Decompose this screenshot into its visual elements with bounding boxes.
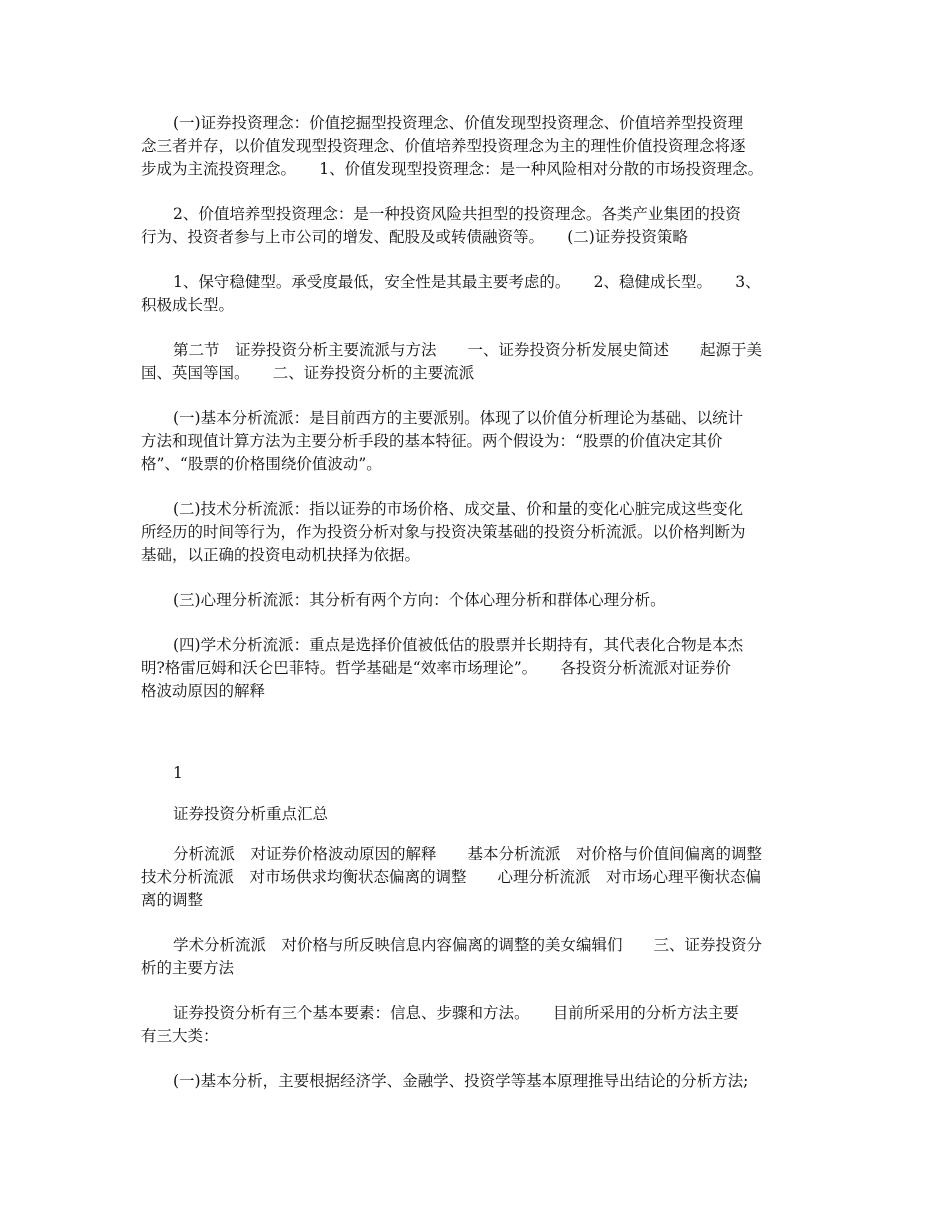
text-line: 证券投资分析有三个基本要素：信息、步骤和方法。 目前所采用的分析方法主要 (173, 1004, 739, 1022)
paragraph-three-elements (141, 1002, 826, 1048)
paragraph-schools-summary (141, 843, 826, 912)
paragraph-value-cultivation (141, 203, 826, 249)
text-line: 第二节 证券投资分析主要流派与方法 一、证券投资分析发展史简述 起源于美 (173, 341, 763, 359)
text-line: 念三者并存，以价值发现型投资理念、价值培养型投资理念为主的理性价值投资理念将逐 (141, 137, 746, 155)
text-line: 行为、投资者参与上市公司的增发、配股及或转债融资等。 (二)证券投资策略 (141, 228, 688, 246)
paragraph-psychological-school (141, 589, 826, 612)
paragraph-technical-school (141, 498, 826, 567)
paragraph-investment-philosophy (141, 112, 826, 181)
text-line: 明?格雷厄姆和沃仑巴菲特。哲学基础是“效率市场理论”。 各投资分析流派对证券价 (141, 659, 731, 677)
text-line: 积极成长型。 (141, 296, 235, 314)
paragraph-fundamental-analysis (141, 1070, 826, 1093)
paragraph-academic-summary (141, 934, 826, 980)
text-line: 2、价值培养型投资理念：是一种投资风险共担型的投资理念。各类产业集团的投资 (173, 205, 741, 223)
text-line: 离的调整 (141, 891, 204, 909)
text-line: 析的主要方法 (141, 959, 235, 977)
text-line: 学术分析流派 对价格与所反映信息内容偏离的调整的美女编辑们 三、证券投资分 (173, 936, 763, 954)
text-line: (三)心理分析流派：其分析有两个方向：个体心理分析和群体心理分析。 (173, 591, 666, 609)
text-line: 基础，以正确的投资电动机抉择为依据。 (141, 546, 421, 564)
paragraph-academic-school (141, 634, 826, 703)
text-line: 格”、“股票的价格围绕价值波动”。 (141, 455, 382, 473)
text-line: (一)基本分析流派：是目前西方的主要派别。体现了以价值分析理论为基础、以统计 (173, 409, 744, 427)
text-line: (一)基本分析，主要根据经济学、金融学、投资学等基本原理推导出结论的分析方法; (173, 1072, 749, 1090)
text-line: (一)证券投资理念：价值挖掘型投资理念、价值发现型投资理念、价值培养型投资理 (173, 114, 744, 132)
text-line: (二)技术分析流派：指以证券的市场价格、成交量、价和量的变化心脏完成这些变化 (173, 500, 744, 518)
text-line: 有三大类： (141, 1027, 219, 1045)
text-line: 格波动原因的解释 (141, 682, 266, 700)
text-line: 所经历的时间等行为，作为投资分析对象与投资决策基础的投资分析流派。以价格判断为 (141, 523, 746, 541)
paragraph-section-two (141, 339, 826, 385)
text-line: 方法和现值计算方法为主要分析手段的基本特征。两个假设为：“股票的价值决定其价 (141, 432, 723, 450)
page-number: 1 (173, 764, 183, 782)
paragraph-strategies (141, 271, 826, 317)
text-line: 分析流派 对证券价格波动原因的解释 基本分析流派 对价格与价值间偏离的调整 (173, 845, 763, 863)
text-line: (四)学术分析流派：重点是选择价值被低估的股票并长期持有，其代表化合物是本杰 (173, 636, 744, 654)
text-line: 1、保守稳健型。承受度最低，安全性是其最主要考虑的。 2、稳健成长型。 3、 (173, 273, 761, 291)
text-line: 步成为主流投资理念。 1、价值发现型投资理念：是一种风险相对分散的市场投资理念。 (141, 160, 764, 178)
paragraph-fundamental-school (141, 407, 826, 476)
text-line: 技术分析流派 对市场供求均衡状态偏离的调整 心理分析流派 对市场心理平衡状态偏 (141, 868, 762, 886)
section-title: 证券投资分析重点汇总 (173, 805, 329, 823)
text-line: 国、英国等国。 二、证券投资分析的主要流派 (141, 364, 475, 382)
